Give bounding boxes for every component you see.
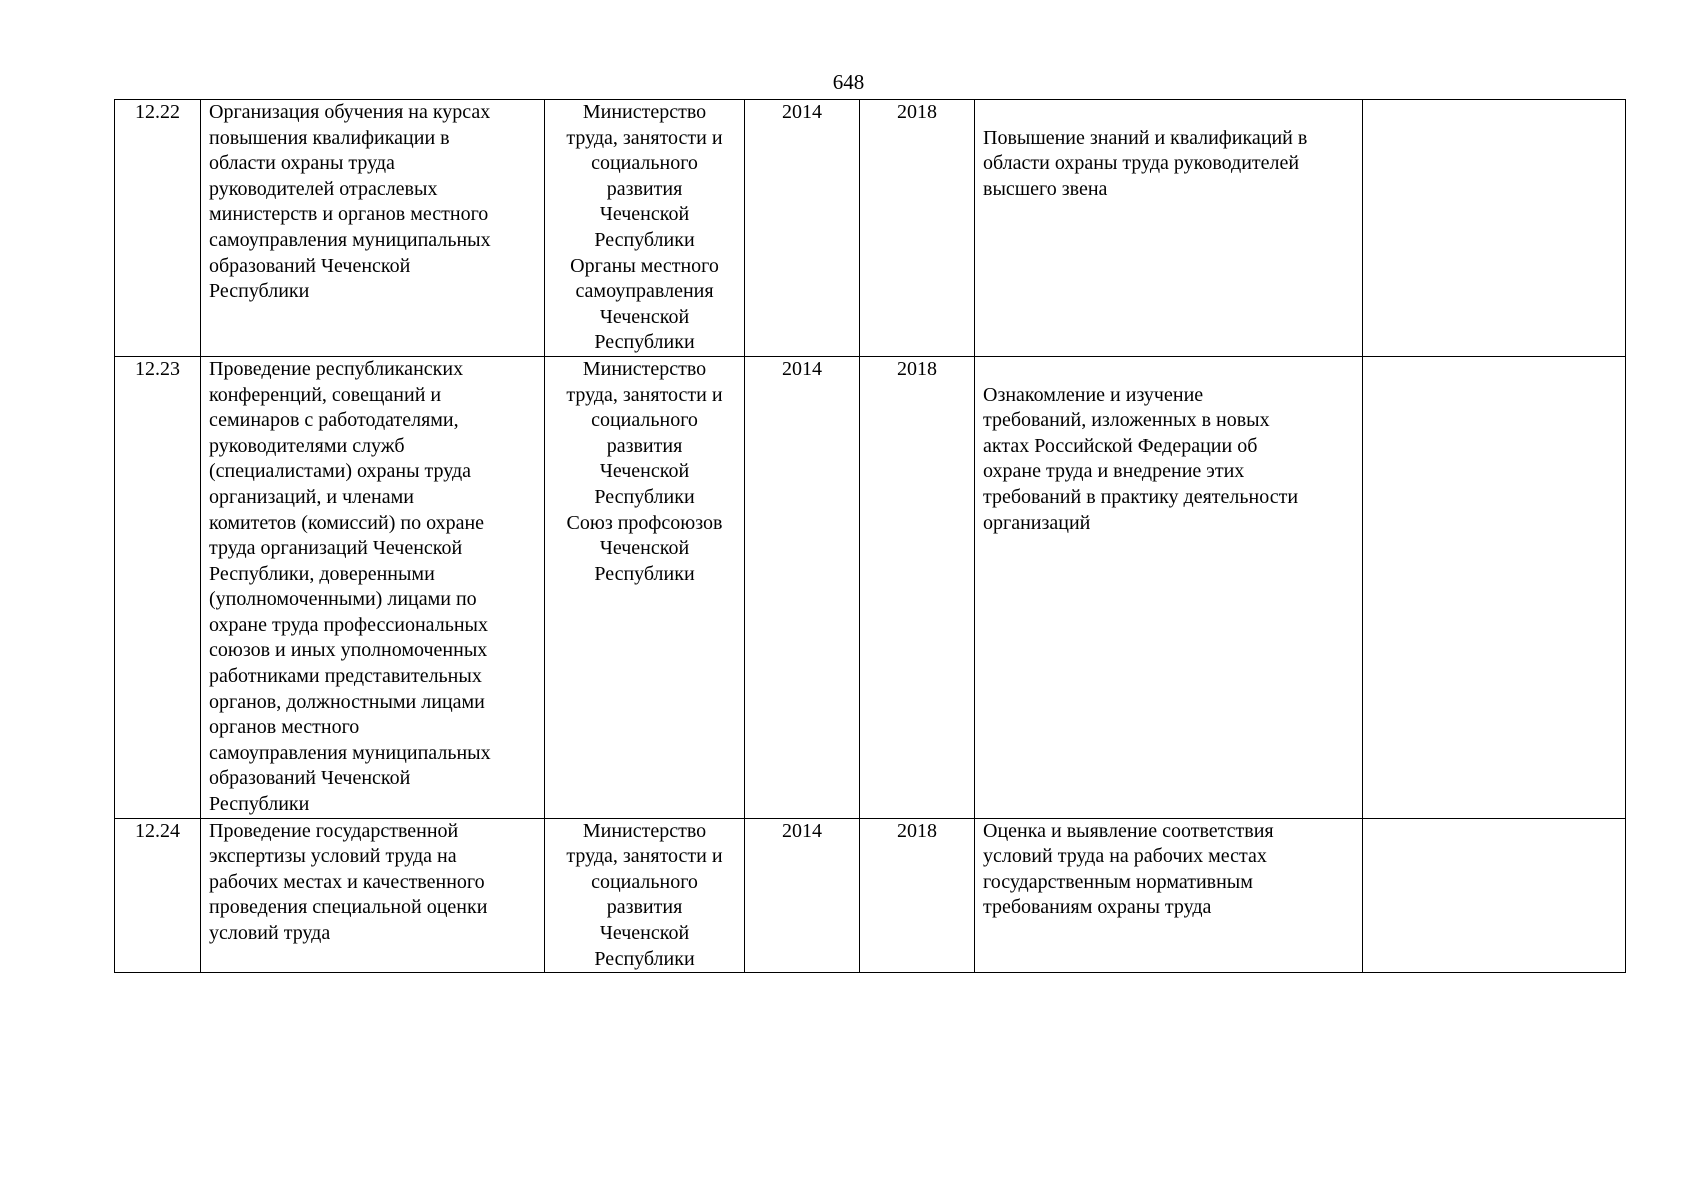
text-line: области охраны труда xyxy=(209,152,395,175)
text-line: повышения квалификации в xyxy=(209,126,450,149)
text-line: социального xyxy=(591,152,698,175)
extra-cell xyxy=(1363,356,1626,818)
start-year-cell: 2014 xyxy=(745,356,860,818)
text-line: актах Российской Федерации об xyxy=(983,434,1258,457)
spacer xyxy=(983,100,1354,126)
spacer xyxy=(983,357,1354,383)
measures-table xyxy=(114,99,1626,973)
text-line: Республики, доверенными xyxy=(209,562,435,585)
text-line: охране труда и внедрение этих xyxy=(983,460,1245,483)
text-line: Ознакомление и изучение xyxy=(983,383,1204,406)
text-line: союзов и иных уполномоченных xyxy=(209,639,488,662)
text-line: Министерство xyxy=(582,357,707,380)
executor-cell xyxy=(545,356,745,818)
text-line: Республики xyxy=(594,562,695,585)
text-line: самоуправления xyxy=(575,280,714,303)
text-line: Повышение знаний и квалификаций в xyxy=(983,126,1308,149)
text-line: требованиям охраны труда xyxy=(983,896,1212,919)
start-year-cell: 2014 xyxy=(745,818,860,973)
text-line: министерств и органов местного xyxy=(209,203,489,226)
text-line: самоуправления муниципальных xyxy=(209,741,491,764)
end-year-cell: 2018 xyxy=(860,818,975,973)
text-line: Республики xyxy=(209,793,310,816)
text-line: государственным нормативным xyxy=(983,870,1253,893)
text-line: требований, изложенных в новых xyxy=(983,409,1270,432)
text-line: условий труда xyxy=(209,922,331,944)
text-line: Проведение государственной xyxy=(209,819,459,842)
text-line: проведения специальной оценки xyxy=(209,896,488,919)
text-line: Республики xyxy=(594,947,695,970)
text-line: Республики xyxy=(594,331,695,354)
extra-cell xyxy=(1363,818,1626,973)
text-line: семинаров с работодателями, xyxy=(209,409,459,432)
end-year-cell: 2018 xyxy=(860,356,975,818)
text-line: требований в практику деятельности xyxy=(983,485,1299,508)
text-line: Чеченской xyxy=(599,537,690,560)
extra-cell xyxy=(1363,100,1626,357)
table-row xyxy=(115,818,1626,973)
text-line: Проведение республиканских xyxy=(209,357,464,380)
expected-result-cell xyxy=(975,356,1363,818)
start-year-cell: 2014 xyxy=(745,100,860,357)
text-line: труда, занятости и xyxy=(566,845,723,868)
text-line: организаций xyxy=(983,511,1091,534)
executor-cell xyxy=(545,818,745,973)
text-line: образований Чеченской xyxy=(209,254,411,277)
text-line: условий труда на рабочих местах xyxy=(983,845,1267,868)
text-line: Министерство xyxy=(582,819,707,842)
text-line: развития xyxy=(606,896,683,919)
text-line: Республики xyxy=(594,228,695,251)
text-line: самоуправления муниципальных xyxy=(209,228,491,251)
item-number-cell: 12.23 xyxy=(115,356,201,818)
text-line: Организация обучения на курсах xyxy=(209,101,491,123)
text-line: экспертизы условий труда на xyxy=(209,845,457,868)
text-line: организаций, и членами xyxy=(209,485,414,508)
text-line: Союз профсоюзов xyxy=(566,511,723,534)
text-line: Оценка и выявление соответствия xyxy=(983,819,1274,842)
text-line: Органы местного xyxy=(570,254,719,277)
text-line: Чеченской xyxy=(599,922,690,944)
page-number: 648 xyxy=(832,70,865,94)
text-line: области охраны труда руководителей xyxy=(983,152,1300,175)
text-line: развития xyxy=(606,177,683,200)
end-year-cell: 2018 xyxy=(860,100,975,357)
expected-result-cell xyxy=(975,100,1363,357)
text-line: руководителей отраслевых xyxy=(209,177,438,200)
text-line: высшего звена xyxy=(983,177,1108,200)
text-line: (уполномоченными) лицами по xyxy=(209,588,477,611)
text-line: органов, должностными лицами xyxy=(209,690,485,713)
text-line: руководителями служб xyxy=(209,434,405,457)
item-number-cell: 12.22 xyxy=(115,100,201,357)
text-line: органов местного xyxy=(209,716,360,739)
text-line: конференций, совещаний и xyxy=(209,383,442,406)
text-line: труда, занятости и xyxy=(566,383,723,406)
text-line: развития xyxy=(606,434,683,457)
table-row xyxy=(115,100,1626,357)
text-line: труда организаций Чеченской xyxy=(209,537,463,560)
text-line: работниками представительных xyxy=(209,665,482,688)
text-line: (специалистами) охраны труда xyxy=(209,460,472,483)
text-line: Республики xyxy=(209,280,310,303)
text-line: Республики xyxy=(594,485,695,508)
text-line: социального xyxy=(591,870,698,893)
measure-name-cell xyxy=(201,818,545,973)
text-line: Чеченской xyxy=(599,203,690,226)
text-line: труда, занятости и xyxy=(566,126,723,149)
text-line: социального xyxy=(591,409,698,432)
text-line: рабочих местах и качественного xyxy=(209,870,485,893)
table-row xyxy=(115,356,1626,818)
expected-result-cell xyxy=(975,818,1363,973)
text-line: комитетов (комиссий) по охране xyxy=(209,511,485,534)
text-line: Чеченской xyxy=(599,460,690,483)
text-line: Чеченской xyxy=(599,305,690,328)
executor-cell xyxy=(545,100,745,357)
text-line: Министерство xyxy=(582,101,707,123)
text-line: образований Чеченской xyxy=(209,767,411,790)
measure-name-cell xyxy=(201,356,545,818)
measure-name-cell xyxy=(201,100,545,357)
item-number-cell: 12.24 xyxy=(115,818,201,973)
text-line: охране труда профессиональных xyxy=(209,613,488,636)
